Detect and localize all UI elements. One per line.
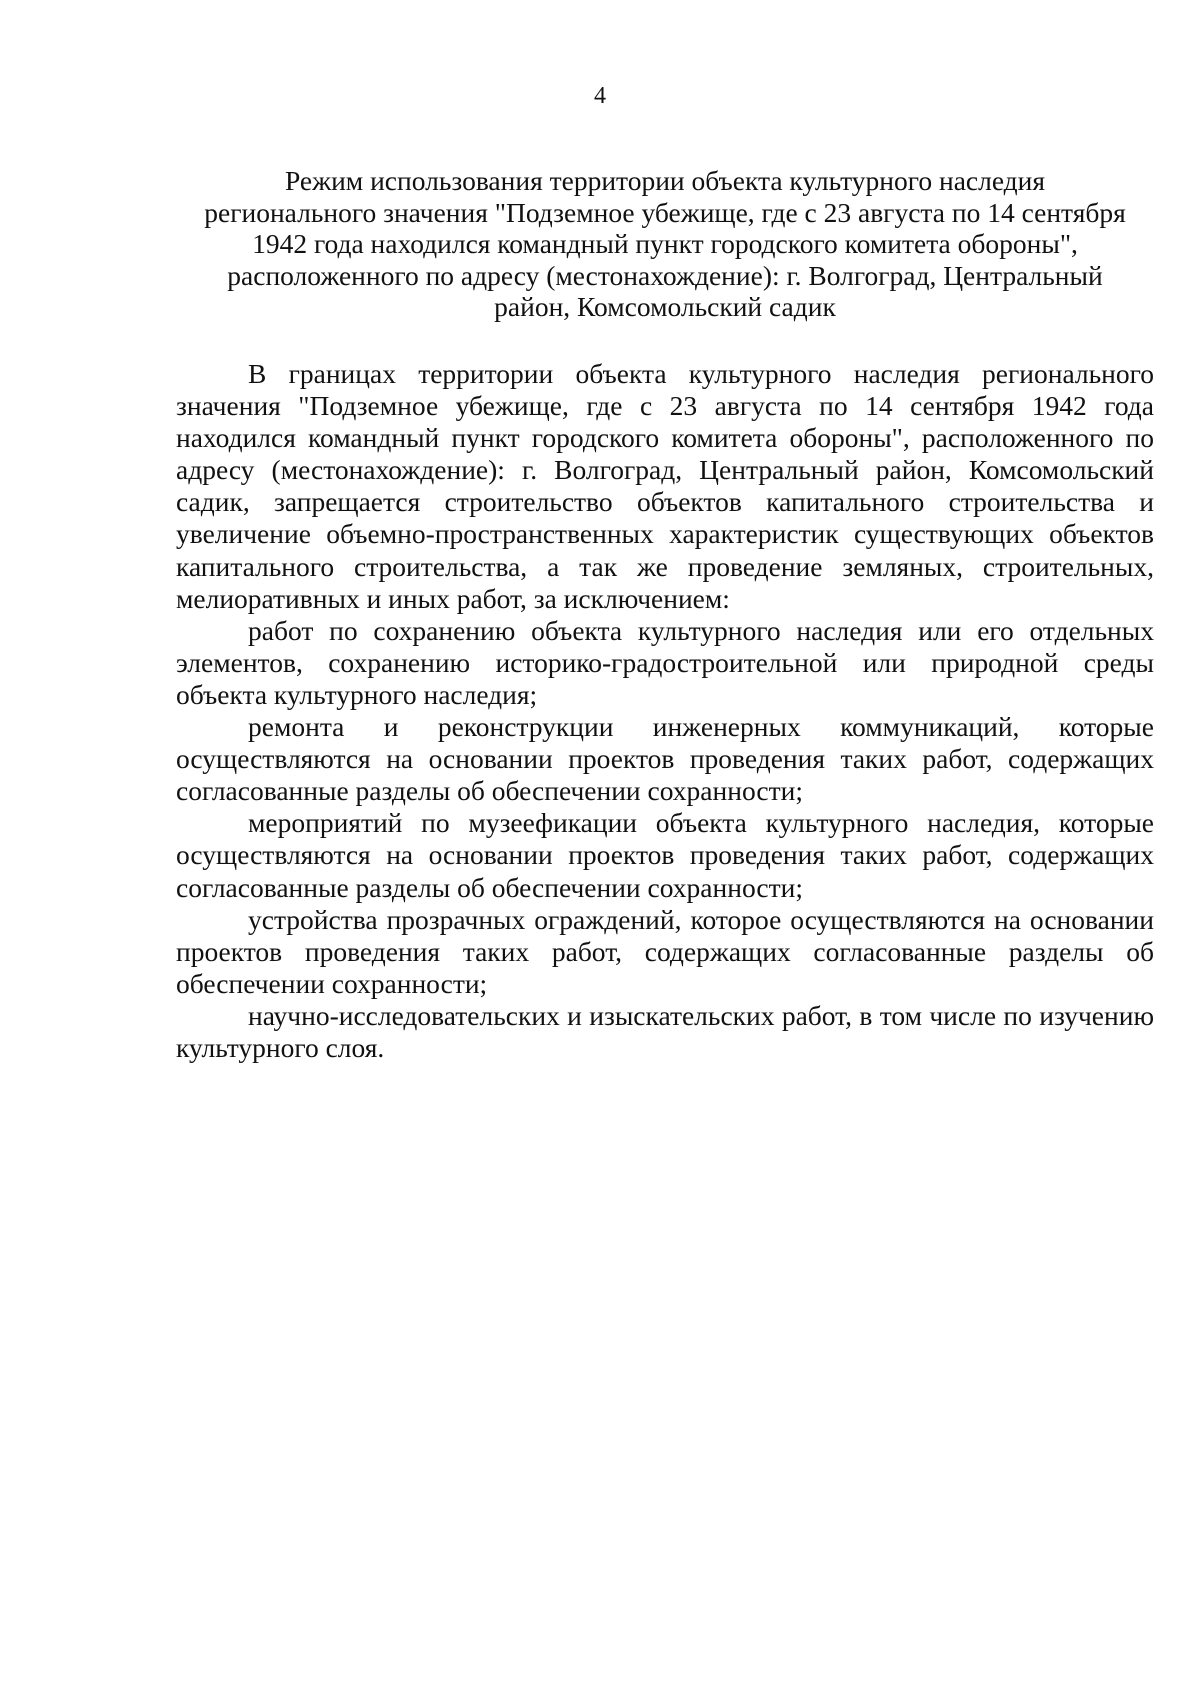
exception-paragraph: ремонта и реконструкции инженерных коммуникаций, которые осуществляются на основании проектов проведения таких работ, содержащих согласованные разделы об обеспечении сохранности; bbox=[176, 711, 1154, 807]
exception-paragraph: научно-исследовательских и изыскательских работ, в том числе по изучению культурного слоя. bbox=[176, 999, 1154, 1063]
title-line: регионального значения "Подземное убежище, где с 23 августа по 14 сентября bbox=[204, 196, 1126, 228]
title-line: расположенного по адресу (местонахождение): г. Волгоград, Центральный bbox=[227, 259, 1103, 291]
document-title bbox=[175, 165, 1155, 323]
exception-paragraph: устройства прозрачных ограждений, которое осуществляются на основании проектов проведения таких работ, содержащих согласованные разделы об обеспечении сохранности; bbox=[176, 903, 1154, 999]
exception-paragraph: мероприятий по музеефикации объекта культурного наследия, которые осуществляются на основании проектов проведения таких работ, содержащих согласованные разделы об обеспечении сохранности; bbox=[176, 807, 1154, 903]
exception-paragraph: работ по сохранению объекта культурного наследия или его отдельных элементов, сохранению историко-градостроительной или природной среды объекта культурного наследия; bbox=[176, 614, 1154, 710]
document-body bbox=[176, 358, 1154, 1064]
title-line: Режим использования территории объекта культурного наследия bbox=[284, 165, 1046, 196]
page-number: 4 bbox=[594, 83, 606, 109]
intro-paragraph: В границах территории объекта культурного наследия регионального значения "Подземное убежище, где с 23 августа по 14 сентября 1942 года находился командный пункт городского комитета обороны", расположенного по адресу (местонахождение): г. Волгоград, Центральный район, Комсомольский садик, запрещается строительство объектов капитального строительства и увеличение объемно-пространственных характеристик существующих объектов капитального строительства, а так же проведение земляных, строительных, мелиоративных и иных работ, за исключением: bbox=[176, 358, 1154, 614]
title-line: район, Комсомольский садик bbox=[494, 291, 836, 323]
title-line: 1942 года находился командный пункт городского комитета обороны", bbox=[252, 228, 1078, 260]
